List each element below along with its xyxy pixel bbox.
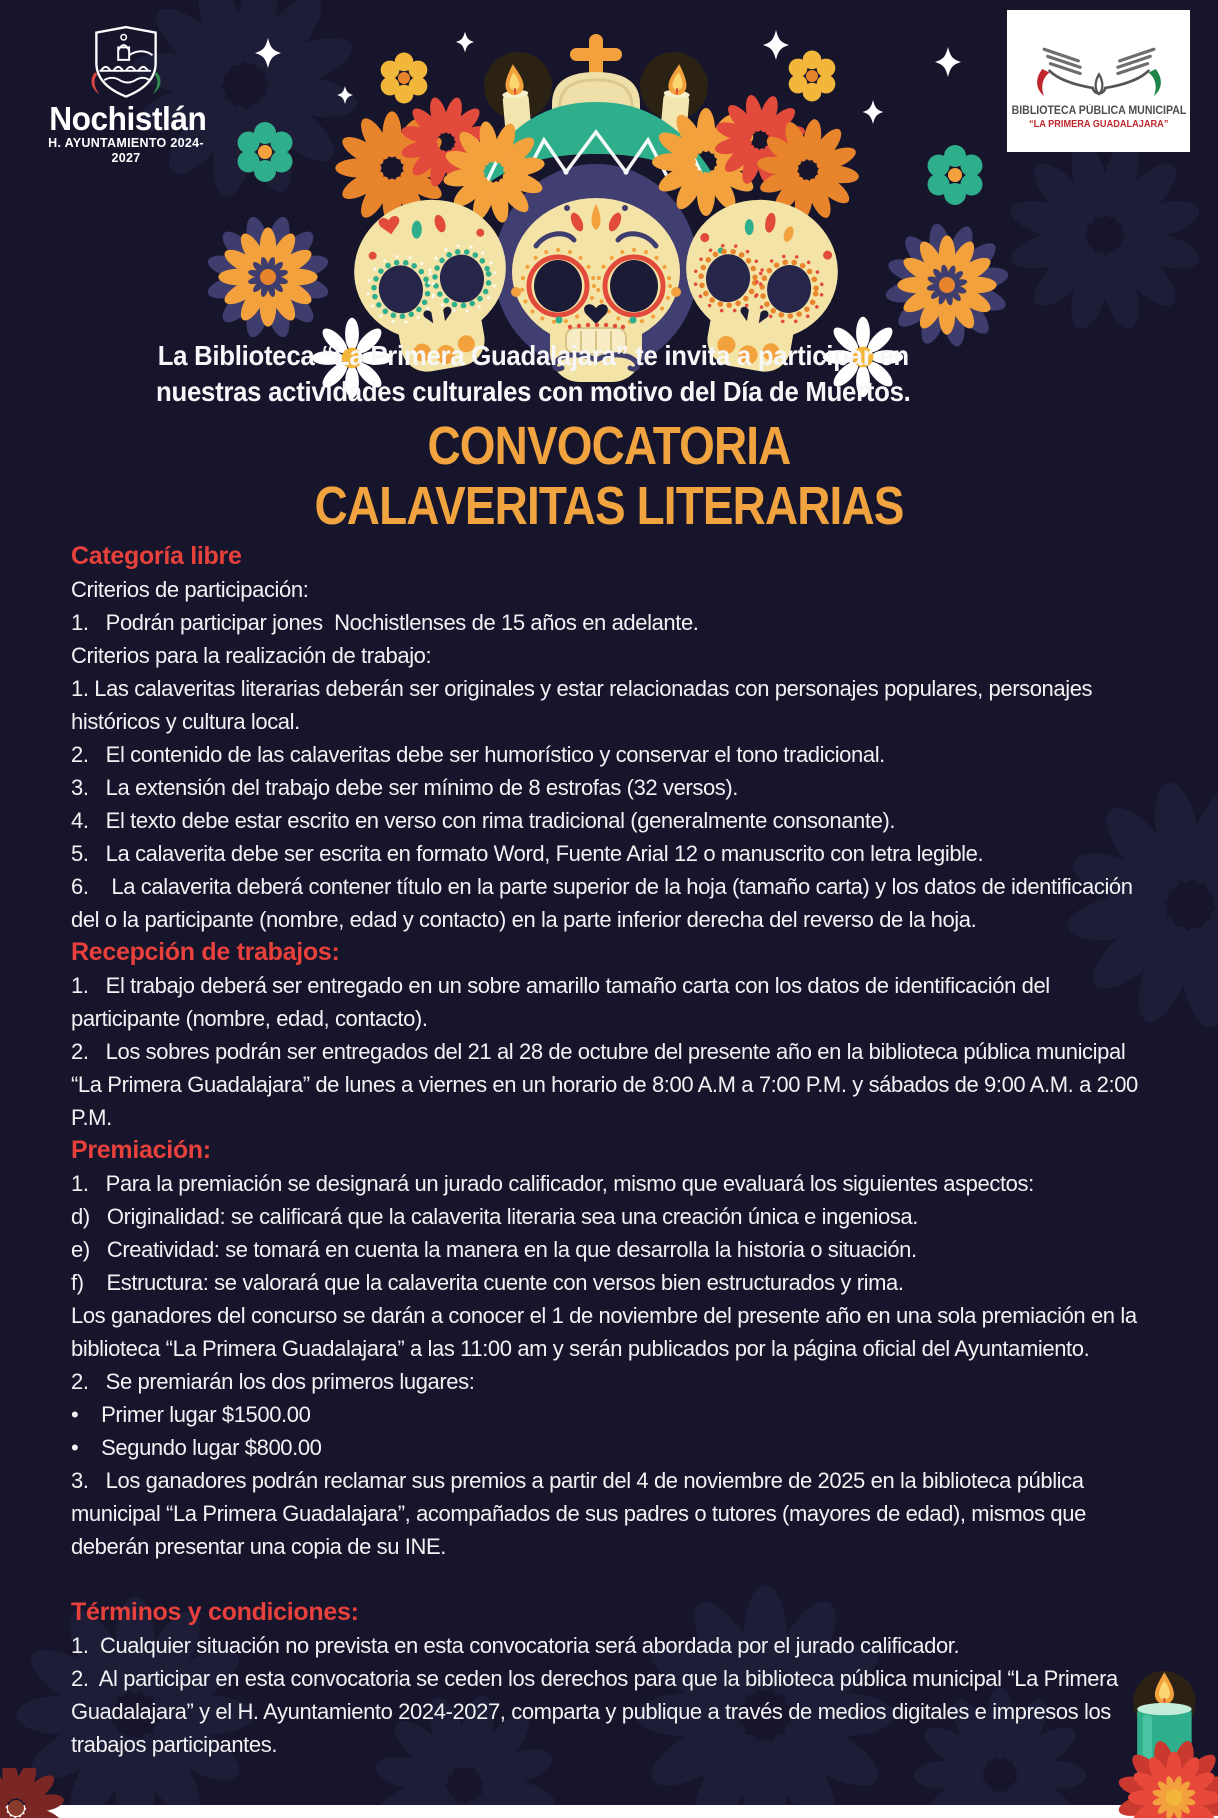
section-line: 2. Al participar en esta convocatoria se ceden los derechos para que la biblioteca pública municipal “La Primera Guadalajara” y el H. Ayuntamiento 2024-2027, comparta y publique a través de medios digitales e impresos los trabajos participantes. <box>71 1666 1124 1757</box>
green-candle-icon <box>1040 1660 1218 1818</box>
section-line: d) Originalidad: se calificará que la calaverita literaria sea una creación única e ingeniosa. <box>71 1204 918 1229</box>
municipal-logo-subtitle: H. AYUNTAMIENTO 2024-2027 <box>48 136 204 165</box>
section-heading: Términos y condiciones: <box>71 1598 359 1626</box>
section-categoria-libre <box>71 540 1158 936</box>
section-line: 2. Los sobres podrán ser entregados del 21 al 28 de octubre del presente año en la biblioteca pública municipal “La Primera Guadalajara” de lunes a viernes en un horario de 8:00 A.M a 7:00 P.M. y sábados de 9:00 A.M. a 2:00 P.M. <box>71 1039 1144 1130</box>
section-line: Criterios para la realización de trabajo: <box>71 643 432 668</box>
section-heading: Recepción de trabajos: <box>71 938 340 966</box>
section-line: 6. La calaverita deberá contener título en la parte superior de la hoja (tamaño carta) y los datos de identificación del o la participante (nombre, edad y contacto) en la parte inferior derecha del reverso de la hoja. <box>71 874 1139 932</box>
section-line: 1. Cualquier situación no prevista en esta convocatoria será abordada por el jurado calificador. <box>71 1633 960 1658</box>
section-line: • Primer lugar $1500.00 <box>71 1402 311 1427</box>
municipal-shield-icon <box>78 24 174 102</box>
section-line: Los ganadores del concurso se darán a conocer el 1 de noviembre del presente año en una sola premiación en la biblioteca “La Primera Guadalajara” a las 11:00 am y serán publicados por la página oficial del Ayuntamiento. <box>71 1303 1143 1361</box>
intro-line-1: La Biblioteca “La Primera Guadalajara” te invita a participar en <box>157 340 909 371</box>
section-line: 1. El trabajo deberá ser entregado en un sobre amarillo tamaño carta con los datos de identificación del participante (nombre, edad, contacto). <box>71 973 1056 1031</box>
section-heading: Premiación: <box>71 1136 211 1164</box>
section-premiacion <box>71 1134 1158 1563</box>
section-line: • Segundo lugar $800.00 <box>71 1435 322 1460</box>
section-line: 1. Para la premiación se designará un jurado calificador, mismo que evaluará los siguientes aspectos: <box>71 1171 1034 1196</box>
intro-text <box>41 338 1025 410</box>
intro-line-2: nuestras actividades culturales con motivo del Día de Muertos. <box>156 376 911 407</box>
section-line: 4. El texto debe estar escrito en verso con rima tradicional (generalmente consonante). <box>71 808 896 833</box>
section-line: 3. La extensión del trabajo debe ser mínimo de 8 estrofas (32 versos). <box>71 775 739 800</box>
body-content <box>71 540 1158 1761</box>
municipal-logo <box>46 24 206 166</box>
page-title <box>91 416 1126 536</box>
section-line: 3. Los ganadores podrán reclamar sus premios a partir del 4 de noviembre de 2025 en la biblioteca pública municipal “La Primera Guadalajara”, acompañados de sus padres o tutores (mayores de edad), mismos que deberán presentar una copia de su INE. <box>71 1468 1092 1559</box>
section-line: e) Creatividad: se tomará en cuenta la manera en la que desarrolla la historia o situación. <box>71 1237 917 1262</box>
title-line-1: CONVOCATORIA <box>427 416 791 476</box>
section-line: f) Estructura: se valorará que la calaverita cuente con versos bien estructurados y rima. <box>71 1270 904 1295</box>
bottom-white-strip <box>0 1805 1218 1818</box>
title-line-2: CALAVERITAS LITERARIAS <box>314 476 904 536</box>
section-line: 2. Se premiarán los dos primeros lugares: <box>71 1369 475 1394</box>
section-terminos <box>71 1596 1158 1761</box>
section-line: 2. El contenido de las calaveritas debe ser humorístico y conservar el tono tradicional. <box>71 742 885 767</box>
section-line: 1. Podrán participar jones Nochistlenses de 15 años en adelante. <box>71 610 699 635</box>
section-line: Criterios de participación: <box>71 577 309 602</box>
section-heading: Categoría libre <box>71 542 242 570</box>
library-logo-subtitle: “LA PRIMERA GUADALAJARA” <box>1028 118 1169 130</box>
library-logo <box>1007 10 1190 152</box>
section-line: 5. La calaverita debe ser escrita en formato Word, Fuente Arial 12 o manuscrito con letra legible. <box>71 841 984 866</box>
section-line: 1. Las calaveritas literarias deberán ser originales y estar relacionadas con personajes populares, personajes históricos y cultura local. <box>71 676 1098 734</box>
municipal-logo-name: Nochistlán <box>49 100 207 137</box>
library-logo-name: BIBLIOTECA PÚBLICA MUNICIPAL <box>1011 104 1186 117</box>
open-book-icon <box>1019 33 1179 105</box>
section-recepcion <box>71 936 1158 1134</box>
corner-flower-icon <box>0 1768 68 1818</box>
